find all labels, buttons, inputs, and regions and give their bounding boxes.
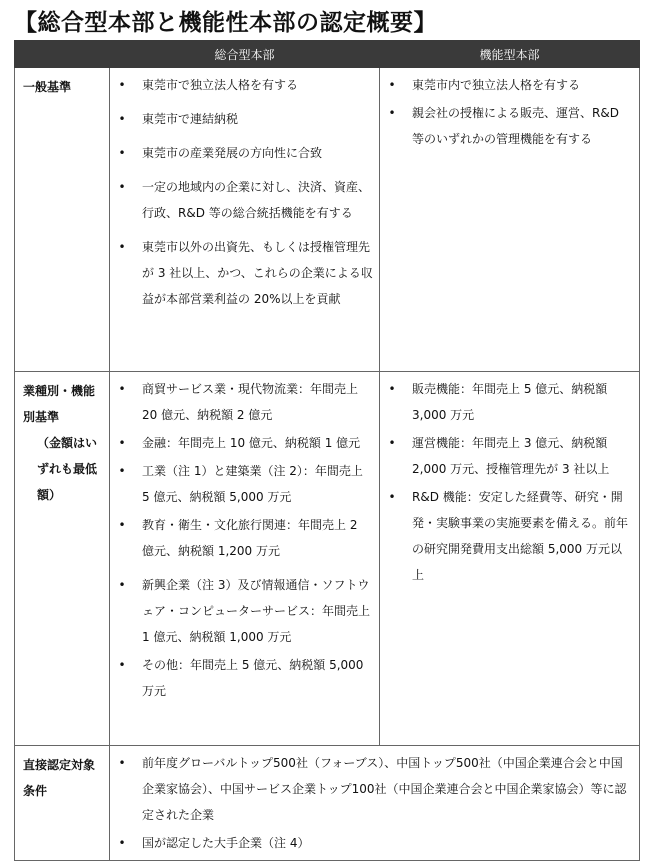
- row-label-industry-note: （金額はいずれも最低額）: [37, 436, 98, 502]
- table-row-industry: [15, 372, 640, 746]
- list-item: • 運営機能：年間売上 3 億元、納税額 2,000 万元、授権管理先が 3 社以上: [380, 430, 633, 482]
- bullet-icon: •: [118, 146, 126, 160]
- bullet-icon: •: [118, 578, 126, 592]
- certification-table: [14, 40, 640, 861]
- list-item: • 親会社の授権による販売、運営、R&D 等のいずれかの管理機能を有する: [380, 100, 633, 152]
- list-item: • 一定の地域内の企業に対し、決済、資産、行政、R&D 等の総合統括機能を有する: [110, 174, 373, 226]
- bullet-icon: •: [118, 756, 126, 770]
- bullet-icon: •: [118, 436, 126, 450]
- page-title: 【総合型本部と機能性本部の認定概要】: [14, 10, 437, 36]
- cell-general-kino: [380, 68, 640, 372]
- list-item: • 東莞市の産業発展の方向性に合致: [110, 140, 373, 166]
- list-item: • 商貿サービス業・現代物流業：年間売上 20 億元、納税額 2 億元: [110, 376, 373, 428]
- header-kino: 機能型本部: [380, 41, 640, 68]
- list-item: • R&D 機能：安定した経費等、研究・開発・実験事業の実施要素を備える。前年の研究開発費用支出総額 5,000 万元以上: [380, 484, 633, 588]
- row-label-direct: 直接認定対象条件: [15, 746, 110, 861]
- bullet-icon: •: [118, 240, 126, 254]
- bullet-icon: •: [388, 78, 396, 92]
- bullet-icon: •: [118, 836, 126, 850]
- row-label-industry: [15, 372, 110, 746]
- list-item: • 東莞市で独立法人格を有する: [110, 72, 373, 98]
- row-label-general: 一般基準: [15, 68, 110, 372]
- bullet-icon: •: [388, 436, 396, 450]
- list-item: • 金融：年間売上 10 億元、納税額 1 億元: [110, 430, 373, 456]
- header-sogo: 総合型本部: [110, 41, 380, 68]
- row-label-industry-main: 業種別・機能別基準: [23, 384, 96, 424]
- cell-direct: [110, 746, 640, 861]
- bullet-icon: •: [118, 382, 126, 396]
- header-empty: [15, 41, 110, 68]
- list-item: • 教育・衛生・文化旅行関連：年間売上 2 億元、納税額 1,200 万元: [110, 512, 373, 564]
- cell-general-sogo: [110, 68, 380, 372]
- bullet-icon: •: [118, 518, 126, 532]
- bullet-icon: •: [388, 106, 396, 120]
- list-item: • 東莞市で連結納税: [110, 106, 373, 132]
- list-item: • 東莞市以外の出資先、もしくは授権管理先が 3 社以上、かつ、これらの企業による収益が本部営業利益の 20%以上を貢献: [110, 234, 373, 312]
- list-item: • 東莞市内で独立法人格を有する: [380, 72, 633, 98]
- bullet-icon: •: [118, 112, 126, 126]
- list-item: • 工業（注 1）と建築業（注 2）：年間売上 5 億元、納税額 5,000 万元: [110, 458, 373, 510]
- bullet-icon: •: [118, 180, 126, 194]
- bullet-icon: •: [388, 382, 396, 396]
- table-row-direct: [15, 746, 640, 861]
- table-header-row: [15, 41, 640, 68]
- list-item: • 新興企業（注 3）及び情報通信・ソフトウェア・コンピューターサービス：年間売上 1 億元、納税額 1,000 万元: [110, 572, 373, 650]
- list-item: • 販売機能：年間売上 5 億元、納税額 3,000 万元: [380, 376, 633, 428]
- cell-industry-sogo: [110, 372, 380, 746]
- bullet-icon: •: [118, 658, 126, 672]
- table-row-general: [15, 68, 640, 372]
- bullet-icon: •: [118, 464, 126, 478]
- bullet-icon: •: [118, 78, 126, 92]
- bullet-icon: •: [388, 490, 396, 504]
- cell-industry-kino: [380, 372, 640, 746]
- list-item: • その他：年間売上 5 億元、納税額 5,000 万元: [110, 652, 373, 704]
- list-item: • 前年度グローバルトップ500社（フォーブス）、中国トップ500社（中国企業連合会と中国企業家協会）、中国サービス企業トップ100社（中国企業連合会と中国企業家協会）等に認定された企業: [110, 750, 633, 828]
- list-item: • 国が認定した大手企業（注 4）: [110, 830, 633, 856]
